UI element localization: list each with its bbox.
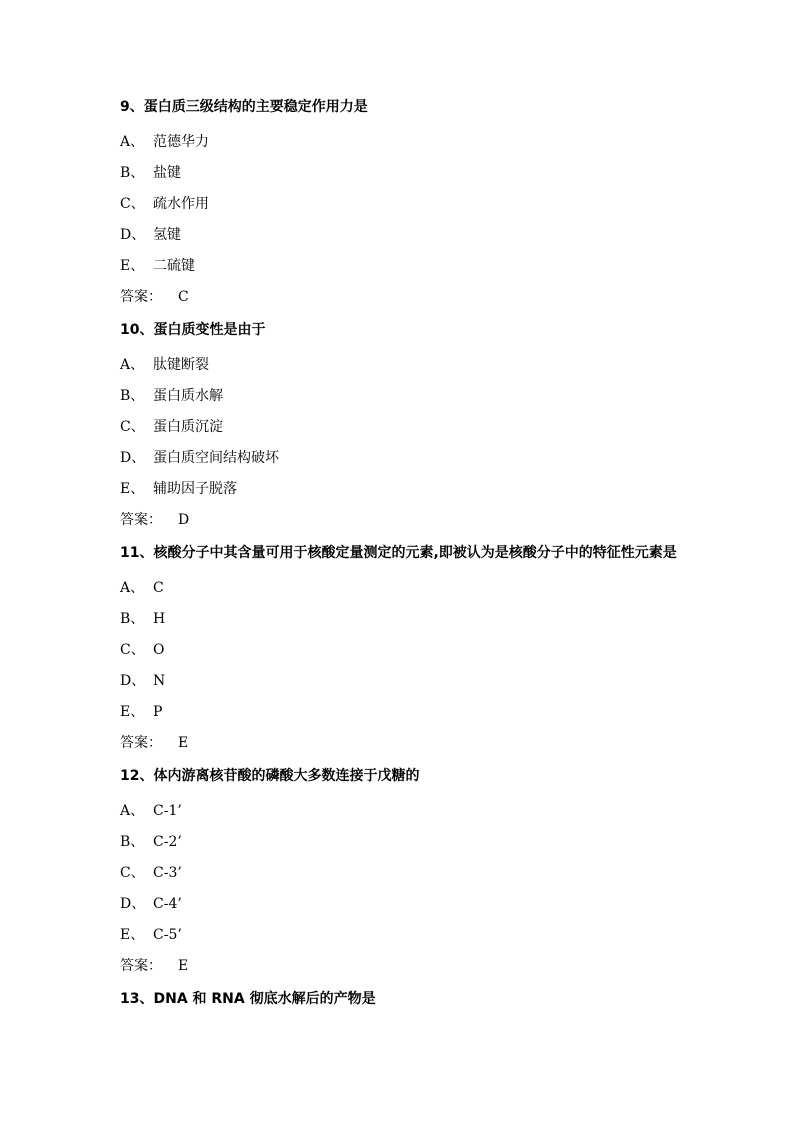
- answer-value: E: [178, 958, 189, 974]
- option-item: [120, 412, 680, 443]
- option-text: 肽键断裂: [153, 357, 209, 373]
- question-title: 10、蛋白质变性是由于: [120, 322, 266, 338]
- option-letter: B、: [120, 165, 145, 181]
- option-letter: A、: [120, 803, 145, 819]
- option-text: 范德华力: [153, 134, 209, 150]
- question-title: 9、蛋白质三级结构的主要稳定作用力是: [120, 99, 368, 115]
- option-letter: C、: [120, 419, 145, 435]
- option-text: H: [153, 611, 166, 627]
- option-text: C-2’: [153, 834, 182, 850]
- option-letter: C、: [120, 865, 145, 881]
- option-item: [120, 827, 680, 858]
- answer-label: 答案：: [120, 735, 162, 751]
- answer-line: [120, 505, 680, 536]
- question-block: [120, 542, 680, 759]
- answer-value: D: [178, 512, 190, 528]
- option-item: [120, 697, 680, 728]
- question-block: [120, 988, 680, 1010]
- options-list: [120, 350, 680, 505]
- option-letter: E、: [120, 704, 145, 720]
- option-item: [120, 573, 680, 604]
- answer-value: E: [178, 735, 189, 751]
- answer-line: [120, 951, 680, 982]
- option-letter: B、: [120, 388, 145, 404]
- option-item: [120, 443, 680, 474]
- option-letter: E、: [120, 927, 145, 943]
- option-text: 蛋白质空间结构破坏: [153, 450, 279, 466]
- option-item: [120, 474, 680, 505]
- option-letter: D、: [120, 227, 146, 243]
- options-list: [120, 796, 680, 951]
- option-text: 二硫键: [153, 258, 195, 274]
- option-letter: E、: [120, 481, 145, 497]
- answer-label: 答案：: [120, 289, 162, 305]
- option-text: O: [153, 642, 165, 658]
- option-text: 辅助因子脱落: [153, 481, 237, 497]
- option-text: C: [153, 580, 164, 596]
- option-item: [120, 604, 680, 635]
- option-item: [120, 350, 680, 381]
- option-text: 盐键: [153, 165, 181, 181]
- option-letter: D、: [120, 896, 146, 912]
- option-item: [120, 858, 680, 889]
- option-letter: C、: [120, 642, 145, 658]
- question-block: [120, 96, 680, 313]
- options-list: [120, 127, 680, 282]
- answer-value: C: [178, 289, 189, 305]
- question-title: 13、DNA 和 RNA 彻底水解后的产物是: [120, 991, 376, 1007]
- option-item: [120, 796, 680, 827]
- option-text: 氢键: [153, 227, 181, 243]
- option-item: [120, 251, 680, 282]
- option-item: [120, 920, 680, 951]
- option-item: [120, 666, 680, 697]
- option-letter: A、: [120, 134, 145, 150]
- option-item: [120, 127, 680, 158]
- option-letter: D、: [120, 673, 146, 689]
- answer-line: [120, 282, 680, 313]
- option-item: [120, 635, 680, 666]
- option-text: 蛋白质水解: [153, 388, 223, 404]
- option-item: [120, 381, 680, 412]
- option-letter: C、: [120, 196, 145, 212]
- options-list: [120, 573, 680, 728]
- option-letter: B、: [120, 834, 145, 850]
- option-text: 蛋白质沉淀: [153, 419, 223, 435]
- option-text: N: [153, 673, 166, 689]
- option-text: C-4’: [153, 896, 182, 912]
- option-item: [120, 158, 680, 189]
- option-letter: E、: [120, 258, 145, 274]
- option-text: C-5’: [153, 927, 182, 943]
- question-title: 11、核酸分子中其含量可用于核酸定量测定的元素,即被认为是核酸分子中的特征性元素是: [120, 545, 677, 561]
- question-title: 12、体内游离核苷酸的磷酸大多数连接于戊糖的: [120, 768, 420, 784]
- answer-label: 答案：: [120, 958, 162, 974]
- document-page: [120, 96, 680, 1010]
- option-text: 疏水作用: [153, 196, 209, 212]
- option-text: C-3’: [153, 865, 182, 881]
- option-letter: D、: [120, 450, 146, 466]
- option-letter: B、: [120, 611, 145, 627]
- question-block: [120, 765, 680, 982]
- option-text: P: [153, 704, 163, 720]
- answer-label: 答案：: [120, 512, 162, 528]
- option-item: [120, 220, 680, 251]
- option-letter: A、: [120, 580, 145, 596]
- question-block: [120, 319, 680, 536]
- option-item: [120, 189, 680, 220]
- answer-line: [120, 728, 680, 759]
- option-letter: A、: [120, 357, 145, 373]
- option-text: C-1’: [153, 803, 182, 819]
- option-item: [120, 889, 680, 920]
